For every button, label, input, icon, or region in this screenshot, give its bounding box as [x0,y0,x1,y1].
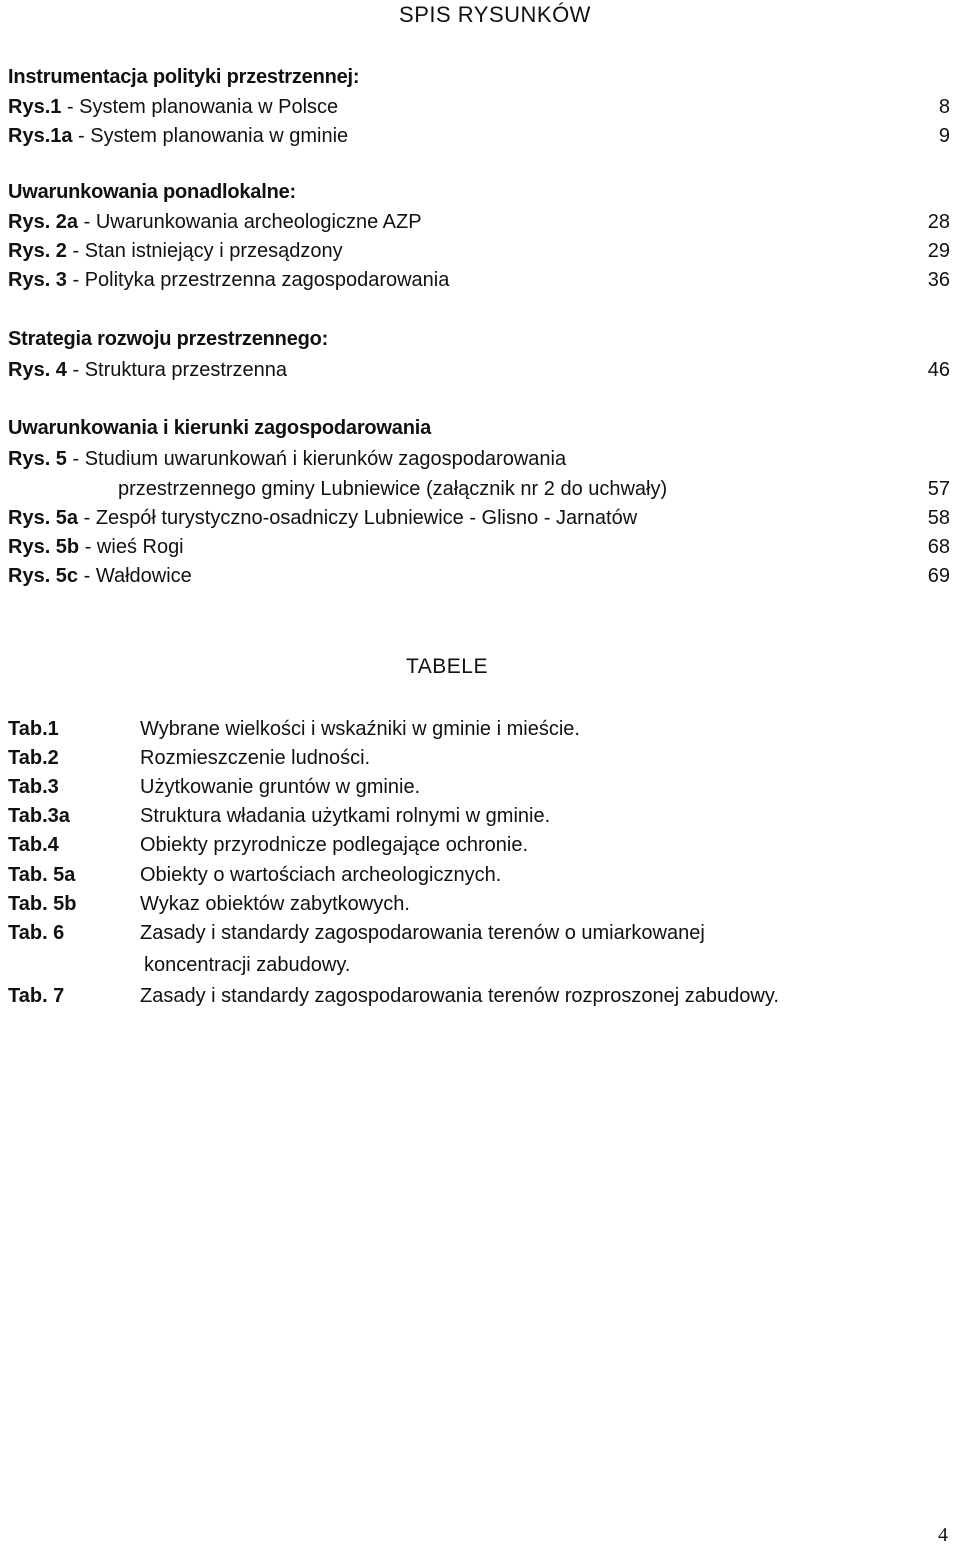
table-list-item [8,832,528,858]
table-desc-continuation: koncentracji zabudowy. [144,954,351,976]
table-list-item [8,891,410,917]
page-ref: 58 [927,507,950,529]
table-desc: Zasady i standardy zagospodarowania terenów o umiarkowanej [140,922,705,944]
table-list-item [8,716,580,742]
list-item-continuation: przestrzennego gminy Lubniewice (załącznik nr 2 do uchwały) [118,478,668,500]
table-id: Tab. 5a [8,864,76,886]
page-ref: 46 [927,359,950,381]
list-item [8,505,950,531]
table-desc: Rozmieszczenie ludności. [140,747,371,769]
table-id: Tab. 5b [8,893,77,915]
figure-title: - Struktura przestrzenna [66,359,288,381]
table-id: Tab.3 [8,776,59,798]
list-item [8,446,950,472]
list-item [8,94,950,120]
table-desc: Użytkowanie gruntów w gminie. [140,776,421,798]
table-desc: Struktura władania użytkami rolnymi w gminie. [140,805,551,827]
figure-id: Rys. 5b [8,536,80,558]
figure-id: Rys. 2 [8,240,67,262]
figure-title: - Studium uwarunkowań i kierunków zagospodarowania [66,448,567,470]
list-item [8,563,950,589]
table-list-item [8,803,550,829]
figure-id: Rys. 5c [8,565,79,587]
table-list-item [8,745,370,771]
table-id: Tab.3a [8,805,70,827]
figure-title: - System planowania w Polsce [61,96,339,118]
figure-title: - Uwarunkowania archeologiczne AZP [78,211,422,233]
table-list-item [8,774,420,800]
figure-id: Rys. 5 [8,448,67,470]
list-item [8,534,950,560]
page-ref: 36 [927,269,950,291]
page-number: 4 [938,1524,948,1546]
page-ref: 29 [927,240,950,262]
figure-id: Rys. 4 [8,359,67,381]
page-ref: 8 [938,96,950,118]
section-heading: Uwarunkowania i kierunki zagospodarowania [8,417,432,439]
list-item [8,209,950,235]
list-item-page [870,476,950,502]
table-id: Tab.4 [8,834,59,856]
table-desc: Wykaz obiektów zabytkowych. [140,893,410,915]
page-ref: 57 [927,478,950,500]
table-id: Tab.2 [8,747,59,769]
page-ref: 9 [938,125,950,147]
table-id: Tab.1 [8,718,59,740]
table-id: Tab. 7 [8,985,65,1007]
figure-id: Rys.1a [8,125,73,147]
list-item [8,123,950,149]
figure-id: Rys.1 [8,96,62,118]
table-list-item [8,983,779,1009]
table-desc: Obiekty o wartościach archeologicznych. [140,864,502,886]
table-list-item [8,920,705,946]
table-id: Tab. 6 [8,922,65,944]
section-heading: Strategia rozwoju przestrzennego: [8,328,329,350]
section-heading: Uwarunkowania ponadlokalne: [8,181,296,203]
page-title: SPIS RYSUNKÓW [399,2,591,27]
list-item [8,238,950,264]
page-ref: 28 [927,211,950,233]
table-desc: Wybrane wielkości i wskaźniki w gminie i mieście. [140,718,580,740]
table-list-item [8,862,501,888]
figure-title: - Stan istniejący i przesądzony [66,240,343,262]
figure-id: Rys. 5a [8,507,79,529]
table-desc: Obiekty przyrodnicze podlegające ochronie. [140,834,528,856]
page-ref: 69 [927,565,950,587]
figure-title: - Zespół turystyczno-osadniczy Lubniewice - Glisno - Jarnatów [78,507,638,529]
figure-title: - System planowania w gminie [72,125,349,147]
tables-title: TABELE [406,655,488,678]
figure-id: Rys. 3 [8,269,67,291]
list-item [8,267,950,293]
figure-id: Rys. 2a [8,211,79,233]
list-item [8,357,950,383]
page-ref: 68 [927,536,950,558]
figure-title: - Wałdowice [78,565,192,587]
figure-title: - wieś Rogi [79,536,184,558]
section-heading: Instrumentacja polityki przestrzennej: [8,66,360,88]
table-desc: Zasady i standardy zagospodarowania terenów rozproszonej zabudowy. [140,985,779,1007]
figure-title: - Polityka przestrzenna zagospodarowania [66,269,450,291]
